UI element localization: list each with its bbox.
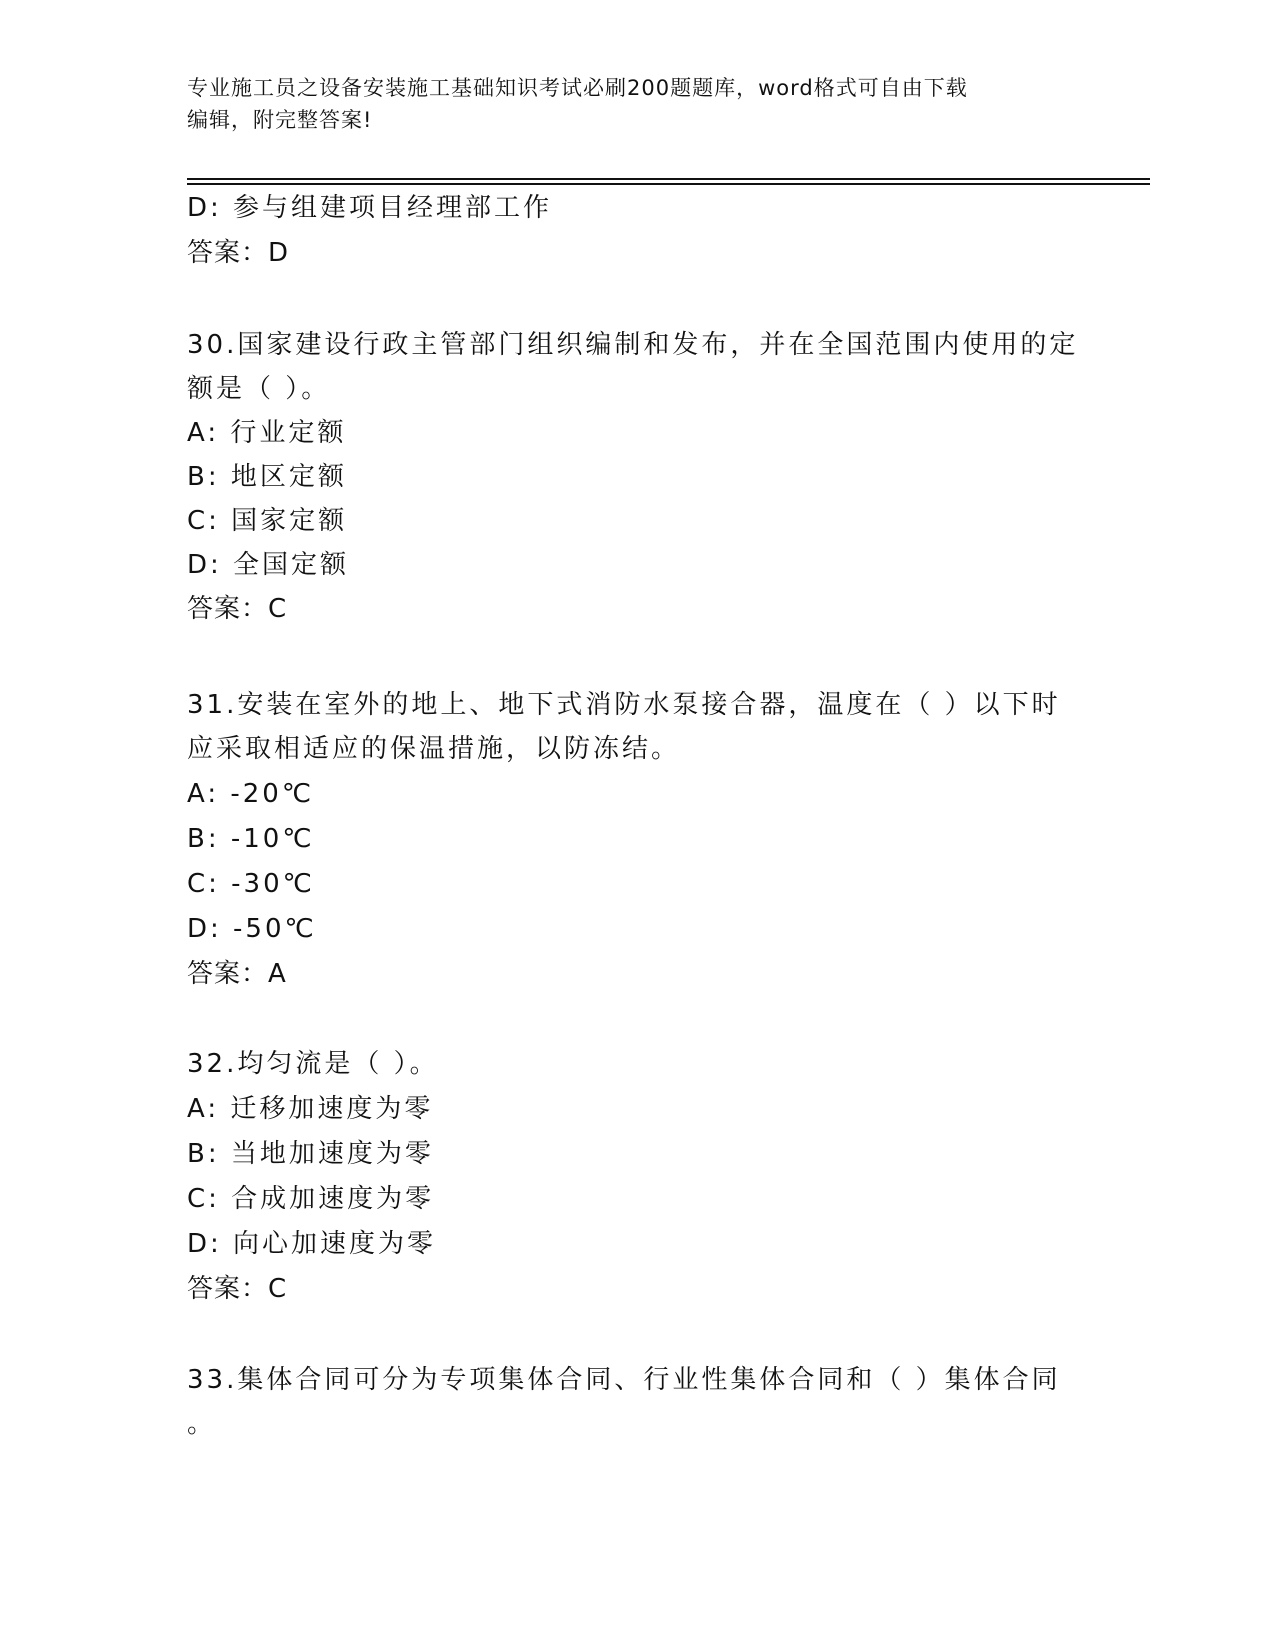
q33-question-line-2: 。 [187, 1409, 217, 1439]
header-divider-top [187, 178, 1150, 180]
q31-option-d: D: -50℃ [187, 914, 317, 944]
header-divider-bottom [187, 183, 1150, 185]
q33-question-line-1: 33.集体合同可分为专项集体合同、行业性集体合同和（ ）集体合同 [187, 1365, 1061, 1395]
q30-option-b: B: 地区定额 [187, 462, 347, 492]
q30-option-c: C: 国家定额 [187, 506, 348, 536]
header-title-line-2: 编辑，附完整答案! [187, 108, 373, 132]
q32-option-b: B: 当地加速度为零 [187, 1139, 434, 1169]
document-header [187, 72, 1067, 136]
q30-answer: 答案：C [187, 594, 288, 624]
q31-question-line-1: 31.安装在室外的地上、地下式消防水泵接合器，温度在（ ）以下时 [187, 690, 1061, 720]
q30-option-d: D: 全国定额 [187, 550, 350, 580]
q29-option-d: D: 参与组建项目经理部工作 [187, 193, 553, 223]
q30-question-line-1: 30.国家建设行政主管部门组织编制和发布，并在全国范围内使用的定 [187, 330, 1079, 360]
q31-question-line-2: 应采取相适应的保温措施，以防冻结。 [187, 734, 681, 764]
q30-question-line-2: 额是（ ）。 [187, 374, 331, 404]
q32-option-d: D: 向心加速度为零 [187, 1229, 437, 1259]
q31-option-b: B: -10℃ [187, 824, 315, 854]
q32-option-a: A: 迁移加速度为零 [187, 1094, 434, 1124]
q31-option-c: C: -30℃ [187, 869, 315, 899]
q29-answer: 答案：D [187, 238, 290, 268]
q30-option-a: A: 行业定额 [187, 418, 347, 448]
header-title-line-1: 专业施工员之设备安装施工基础知识考试必刷200题题库，word格式可自由下载 [187, 76, 968, 100]
q32-question-line-1: 32.均匀流是（ ）。 [187, 1049, 439, 1079]
q32-option-c: C: 合成加速度为零 [187, 1184, 435, 1214]
q31-option-a: A: -20℃ [187, 779, 315, 809]
q32-answer: 答案：C [187, 1274, 288, 1304]
q31-answer: 答案：A [187, 959, 287, 989]
